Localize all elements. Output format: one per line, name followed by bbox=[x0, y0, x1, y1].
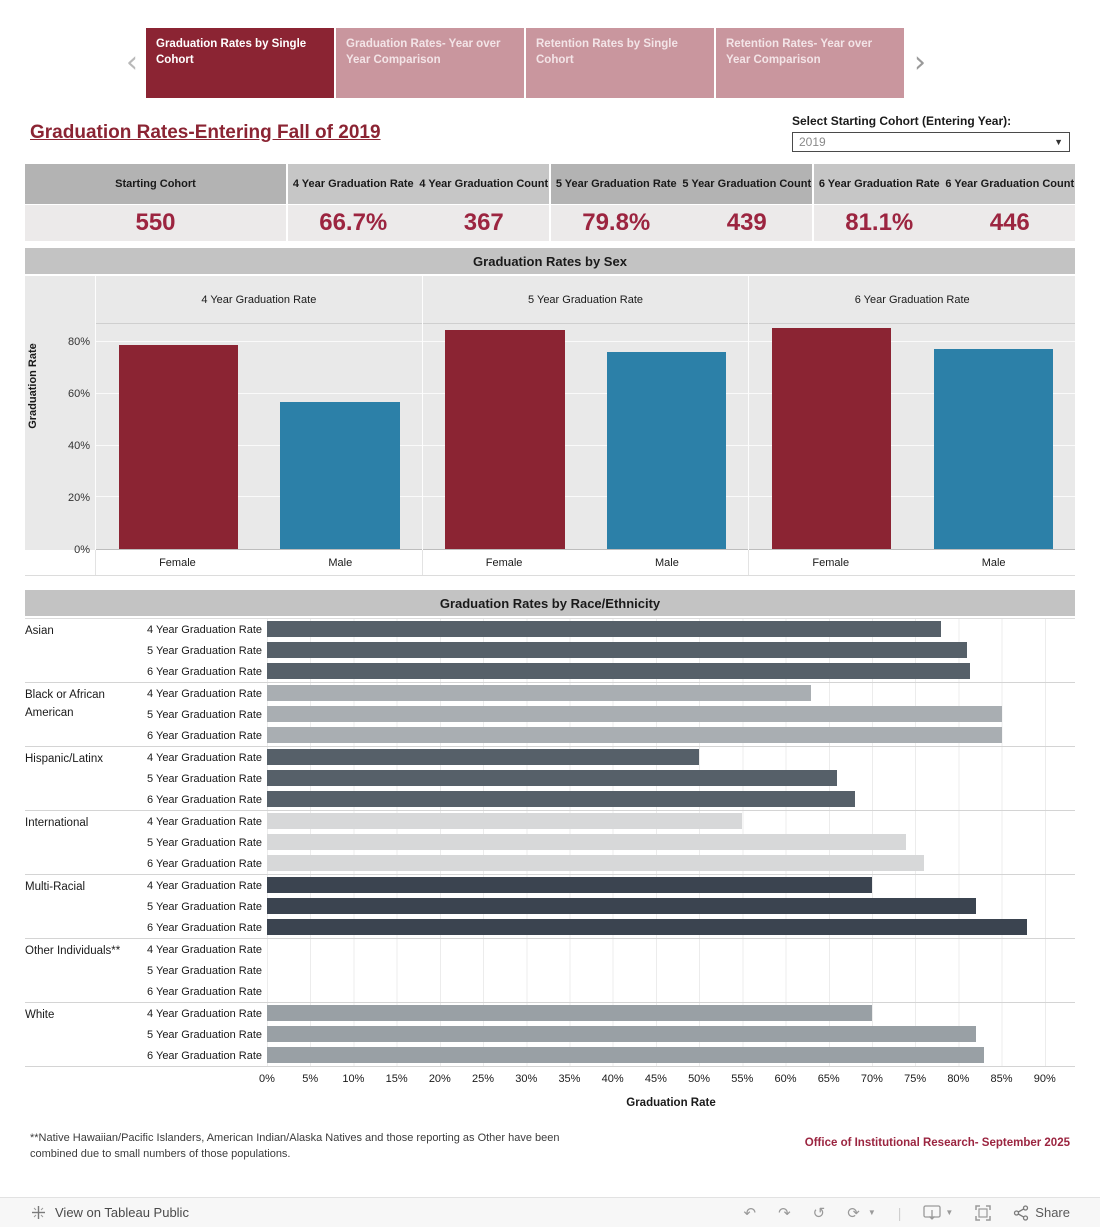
race-group-label: Black or African American bbox=[25, 689, 105, 719]
bar-track bbox=[267, 768, 1075, 789]
metric-label: 6 Year Graduation Rate bbox=[147, 665, 262, 678]
race-row bbox=[125, 875, 1075, 896]
x-tick-label: 85% bbox=[990, 1073, 1013, 1085]
race-group-2 bbox=[25, 683, 1075, 747]
summary-header-cell: 6 Year Graduation Count bbox=[945, 164, 1076, 204]
panel-plot bbox=[423, 324, 749, 550]
bar-track bbox=[267, 981, 1075, 1002]
summary-value-group bbox=[25, 205, 286, 241]
metric-label: 5 Year Graduation Rate bbox=[147, 964, 262, 977]
share-button[interactable] bbox=[1013, 1205, 1070, 1221]
toolbar-divider: | bbox=[897, 1204, 902, 1221]
metric-label: 6 Year Graduation Rate bbox=[147, 793, 262, 806]
race-row bbox=[125, 1003, 1075, 1024]
bar-male-1[interactable] bbox=[280, 402, 399, 549]
summary-value: 446 bbox=[989, 209, 1030, 236]
x-tick-label: 5% bbox=[302, 1073, 319, 1085]
bar-multi-racial[interactable] bbox=[267, 919, 1027, 935]
summary-value-group bbox=[551, 205, 812, 241]
race-row bbox=[125, 789, 1075, 810]
page-title: Graduation Rates-Entering Fall of 2019 bbox=[30, 122, 381, 143]
bar-track bbox=[267, 832, 1075, 853]
summary-header-group bbox=[288, 164, 549, 204]
metric-label: 4 Year Graduation Rate bbox=[147, 943, 262, 956]
metric-label: 4 Year Graduation Rate bbox=[147, 879, 262, 892]
bar-track bbox=[267, 683, 1075, 704]
summary-value: 81.1% bbox=[845, 209, 914, 236]
bar-black-or-african-american[interactable] bbox=[267, 706, 1002, 722]
race-row bbox=[125, 960, 1075, 981]
metric-label: 5 Year Graduation Rate bbox=[147, 772, 262, 785]
summary-header-group bbox=[814, 164, 1075, 204]
y-tick-label: 80% bbox=[67, 336, 90, 349]
race-row bbox=[125, 1024, 1075, 1045]
summary-value: 550 bbox=[135, 209, 176, 236]
race-row bbox=[125, 853, 1075, 874]
fullscreen-icon[interactable] bbox=[975, 1205, 991, 1221]
bar-track bbox=[267, 661, 1075, 682]
race-row bbox=[125, 939, 1075, 960]
bar-multi-racial[interactable] bbox=[267, 877, 872, 893]
bar-track bbox=[267, 960, 1075, 981]
category-label: Female bbox=[485, 557, 523, 569]
race-row bbox=[125, 661, 1075, 682]
race-row bbox=[125, 747, 1075, 768]
race-group-5 bbox=[25, 875, 1075, 939]
x-tick-label: 65% bbox=[817, 1073, 840, 1085]
race-row bbox=[125, 896, 1075, 917]
x-tick-label: 75% bbox=[904, 1073, 927, 1085]
summary-header-group bbox=[551, 164, 812, 204]
x-tick-label: 15% bbox=[385, 1073, 408, 1085]
sex-chart-panel bbox=[422, 276, 749, 550]
panel-header-label: 5 Year Graduation Rate bbox=[423, 276, 749, 324]
summary-value: 439 bbox=[726, 209, 767, 236]
race-chart-title: Graduation Rates by Race/Ethnicity bbox=[25, 590, 1075, 616]
x-tick-label: 60% bbox=[774, 1073, 797, 1085]
replay-icon[interactable]: ⟳ bbox=[847, 1203, 860, 1222]
category-label: Male bbox=[981, 557, 1006, 569]
x-tick-label: 10% bbox=[342, 1073, 365, 1085]
cohort-filter bbox=[792, 114, 1070, 152]
summary-header-cell: 4 Year Graduation Count bbox=[419, 164, 550, 204]
metric-label: 5 Year Graduation Rate bbox=[147, 708, 262, 721]
summary-value-group bbox=[814, 205, 1075, 241]
race-row bbox=[125, 683, 1075, 704]
metric-label: 6 Year Graduation Rate bbox=[147, 729, 262, 742]
race-group-label: Hispanic/Latinx bbox=[25, 753, 103, 765]
sex-chart-panel bbox=[95, 276, 422, 550]
redo-icon[interactable]: ↷ bbox=[778, 1203, 791, 1222]
sex-chart-title: Graduation Rates by Sex bbox=[25, 248, 1075, 274]
tab-3[interactable]: Retention Rates by Single Cohort bbox=[526, 28, 714, 98]
y-axis-title: Graduation Rate bbox=[27, 343, 39, 429]
metric-label: 4 Year Graduation Rate bbox=[147, 623, 262, 636]
category-label: Female bbox=[159, 557, 196, 569]
footnote: **Native Hawaiian/Pacific Islanders, American Indian/Alaska Natives and those reporting as Other have been combined due to small numbers of those populations. bbox=[30, 1132, 560, 1160]
metric-label: 4 Year Graduation Rate bbox=[147, 1007, 262, 1020]
share-icon bbox=[1013, 1205, 1029, 1221]
race-group-7 bbox=[25, 1003, 1075, 1067]
metric-label: 5 Year Graduation Rate bbox=[147, 1028, 262, 1041]
bar-track bbox=[267, 896, 1075, 917]
tab-1[interactable]: Graduation Rates by Single Cohort bbox=[146, 28, 334, 98]
bar-hispanic-latinx[interactable] bbox=[267, 749, 699, 765]
sex-chart-panel bbox=[748, 276, 1075, 550]
bar-female-1[interactable] bbox=[119, 345, 238, 549]
x-tick-label: 45% bbox=[644, 1073, 667, 1085]
bar-white[interactable] bbox=[267, 1026, 976, 1042]
x-tick-label: 20% bbox=[428, 1073, 451, 1085]
bar-black-or-african-american[interactable] bbox=[267, 727, 1002, 743]
bar-multi-racial[interactable] bbox=[267, 898, 976, 914]
bar-track bbox=[267, 853, 1075, 874]
race-group-6 bbox=[25, 939, 1075, 1003]
bar-male-2[interactable] bbox=[607, 352, 726, 549]
summary-header-group bbox=[25, 164, 286, 204]
y-tick-label: 60% bbox=[67, 388, 90, 401]
chevron-down-icon: ▼ bbox=[1054, 137, 1063, 147]
tabs-prev-chevron-icon[interactable]: ‹ bbox=[126, 45, 138, 80]
race-group-label: Multi-Racial bbox=[25, 881, 86, 893]
tab-2[interactable]: Graduation Rates- Year over Year Comparison bbox=[336, 28, 524, 98]
bar-track bbox=[267, 1024, 1075, 1045]
y-tick-label: 0% bbox=[74, 544, 90, 556]
summary-header-cell: 6 Year Graduation Rate bbox=[814, 164, 945, 204]
tableau-logo-icon bbox=[30, 1204, 47, 1221]
sex-x-panel bbox=[748, 550, 1075, 575]
sex-x-panel bbox=[422, 550, 749, 575]
replay-caret-icon[interactable]: ▼ bbox=[867, 1208, 876, 1217]
race-row bbox=[125, 704, 1075, 725]
panel-plot bbox=[96, 324, 422, 550]
metric-label: 4 Year Graduation Rate bbox=[147, 751, 262, 764]
x-tick-label: 0% bbox=[259, 1073, 275, 1085]
panel-plot bbox=[749, 324, 1075, 550]
bar-black-or-african-american[interactable] bbox=[267, 685, 811, 701]
x-axis-title: Graduation Rate bbox=[626, 1097, 716, 1109]
download-button[interactable] bbox=[923, 1205, 953, 1221]
metric-label: 6 Year Graduation Rate bbox=[147, 985, 262, 998]
y-tick-label: 40% bbox=[67, 440, 90, 453]
tableau-toolbar bbox=[0, 1197, 1100, 1227]
y-tick-label: 20% bbox=[67, 492, 90, 505]
sex-chart-panels bbox=[95, 276, 1075, 550]
summary-value: 66.7% bbox=[319, 209, 388, 236]
category-label: Male bbox=[655, 557, 679, 569]
gridline bbox=[96, 341, 422, 342]
race-row bbox=[125, 768, 1075, 789]
bar-hispanic-latinx[interactable] bbox=[267, 791, 855, 807]
footer-row bbox=[30, 1131, 1070, 1163]
bar-international[interactable] bbox=[267, 834, 906, 850]
share-label: Share bbox=[1035, 1205, 1070, 1220]
bar-track bbox=[267, 875, 1075, 896]
race-row bbox=[125, 981, 1075, 1002]
metric-label: 4 Year Graduation Rate bbox=[147, 687, 262, 700]
tabs-next-chevron-icon[interactable]: › bbox=[914, 45, 926, 80]
bar-male-3[interactable] bbox=[934, 349, 1053, 549]
bar-track bbox=[267, 811, 1075, 832]
header-row bbox=[30, 114, 1070, 152]
metric-label: 6 Year Graduation Rate bbox=[147, 921, 262, 934]
metric-label: 6 Year Graduation Rate bbox=[147, 1049, 262, 1062]
bar-track bbox=[267, 1003, 1075, 1024]
summary-value-group bbox=[288, 205, 549, 241]
category-label: Female bbox=[812, 557, 850, 569]
race-group-3 bbox=[25, 747, 1075, 811]
bar-track bbox=[267, 619, 1075, 640]
bar-track bbox=[267, 939, 1075, 960]
undo-icon[interactable]: ↶ bbox=[743, 1203, 757, 1222]
x-tick-label: 80% bbox=[947, 1073, 970, 1085]
race-group-4 bbox=[25, 811, 1075, 875]
sex-x-panel bbox=[95, 550, 422, 575]
cohort-select[interactable] bbox=[792, 132, 1070, 152]
bar-female-3[interactable] bbox=[772, 328, 891, 549]
x-tick-label: 40% bbox=[601, 1073, 624, 1085]
race-row bbox=[125, 811, 1075, 832]
x-tick-label: 50% bbox=[688, 1073, 711, 1085]
bar-white[interactable] bbox=[267, 1047, 984, 1063]
bar-international[interactable] bbox=[267, 813, 742, 829]
race-group-label: White bbox=[25, 1009, 55, 1021]
metric-label: 5 Year Graduation Rate bbox=[147, 644, 262, 657]
race-chart-x-axis bbox=[25, 1067, 1075, 1089]
race-group-label: Other Individuals** bbox=[25, 945, 121, 957]
metric-label: 5 Year Graduation Rate bbox=[147, 900, 262, 913]
download-icon bbox=[923, 1205, 941, 1221]
summary-table bbox=[25, 164, 1075, 241]
metric-label: 6 Year Graduation Rate bbox=[147, 857, 262, 870]
race-group-1 bbox=[25, 619, 1075, 683]
x-tick-label: 30% bbox=[515, 1073, 538, 1085]
tabs-container bbox=[146, 28, 906, 98]
race-row bbox=[125, 832, 1075, 853]
bar-track bbox=[267, 789, 1075, 810]
category-label: Male bbox=[328, 557, 353, 569]
x-tick-label: 55% bbox=[731, 1073, 754, 1085]
summary-value: 367 bbox=[463, 209, 504, 236]
bar-female-2[interactable] bbox=[445, 330, 564, 549]
summary-value: 79.8% bbox=[582, 209, 651, 236]
panel-header-label: 6 Year Graduation Rate bbox=[749, 276, 1075, 324]
credit-text: Office of Institutional Research- September 2025 bbox=[804, 1137, 1070, 1149]
summary-header-cell: Starting Cohort bbox=[25, 164, 286, 204]
sex-chart-x-labels bbox=[25, 550, 1075, 576]
tab-4[interactable]: Retention Rates- Year over Year Comparison bbox=[716, 28, 904, 98]
race-row bbox=[125, 917, 1075, 938]
summary-header-cell: 4 Year Graduation Rate bbox=[288, 164, 419, 204]
race-row bbox=[125, 640, 1075, 661]
tab-bar bbox=[118, 28, 1100, 98]
race-chart-rows bbox=[25, 618, 1075, 1067]
race-chart bbox=[25, 618, 1075, 1109]
bar-track bbox=[267, 917, 1075, 938]
cohort-filter-label: Select Starting Cohort (Entering Year): bbox=[792, 114, 1012, 128]
summary-header-cell: 5 Year Graduation Rate bbox=[551, 164, 682, 204]
race-group-label: Asian bbox=[25, 625, 54, 637]
bar-track bbox=[267, 725, 1075, 746]
revert-icon[interactable]: ↺ bbox=[812, 1203, 826, 1222]
sex-chart-y-axis bbox=[25, 276, 95, 556]
race-group-label: International bbox=[25, 817, 89, 829]
summary-header-cell: 5 Year Graduation Count bbox=[682, 164, 813, 204]
bar-track bbox=[267, 640, 1075, 661]
download-caret-icon: ▼ bbox=[945, 1208, 954, 1217]
race-row bbox=[125, 1045, 1075, 1066]
race-row bbox=[125, 725, 1075, 746]
metric-label: 5 Year Graduation Rate bbox=[147, 836, 262, 849]
bar-asian[interactable] bbox=[267, 642, 967, 658]
bar-asian[interactable] bbox=[267, 621, 941, 637]
bar-asian[interactable] bbox=[267, 663, 970, 679]
sex-chart bbox=[25, 276, 1075, 576]
summary-header-row bbox=[25, 164, 1075, 204]
bar-track bbox=[267, 704, 1075, 725]
x-tick-label: 70% bbox=[860, 1073, 883, 1085]
x-tick-label: 35% bbox=[558, 1073, 581, 1085]
cohort-select-value: 2019 bbox=[799, 135, 826, 149]
bar-white[interactable] bbox=[267, 1005, 872, 1021]
bar-track bbox=[267, 747, 1075, 768]
bar-hispanic-latinx[interactable] bbox=[267, 770, 837, 786]
view-on-tableau-public[interactable] bbox=[30, 1204, 189, 1221]
bar-international[interactable] bbox=[267, 855, 924, 871]
race-row bbox=[125, 619, 1075, 640]
x-tick-label: 90% bbox=[1033, 1073, 1056, 1085]
view-on-tableau-public-label: View on Tableau Public bbox=[55, 1205, 189, 1220]
x-tick-label: 25% bbox=[472, 1073, 495, 1085]
bar-track bbox=[267, 1045, 1075, 1066]
metric-label: 4 Year Graduation Rate bbox=[147, 815, 262, 828]
summary-value-row bbox=[25, 205, 1075, 241]
panel-header-label: 4 Year Graduation Rate bbox=[96, 276, 422, 324]
